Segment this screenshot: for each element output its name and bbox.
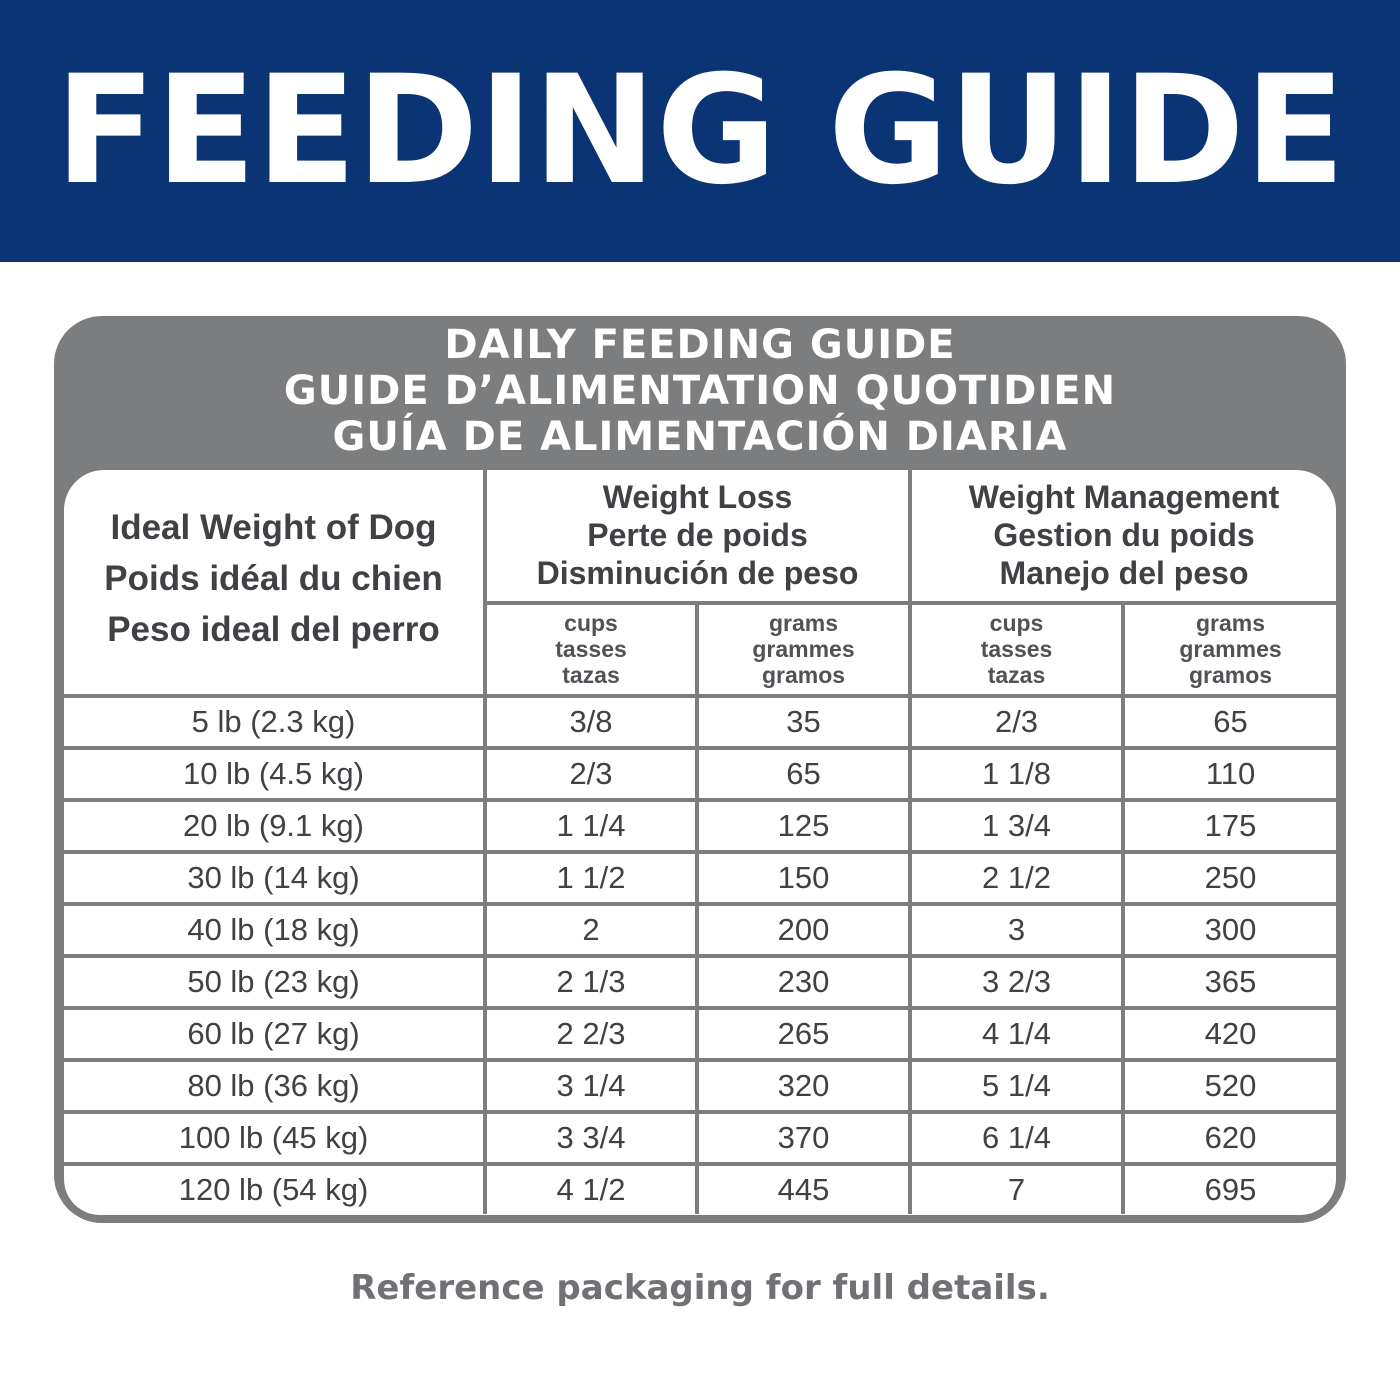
- loss-grams-cell: 150: [697, 852, 910, 904]
- loss-grams-cell: 65: [697, 748, 910, 800]
- card-title: [0, 322, 1400, 460]
- table-row: [64, 852, 1336, 904]
- weight-loss-en: Weight Loss: [602, 479, 793, 516]
- management-grams-cell: 300: [1123, 904, 1336, 956]
- card-title-line-fr: GUIDE D’ALIMENTATION QUOTIDIEN: [283, 368, 1117, 414]
- subheader-text: tazas: [562, 662, 620, 689]
- management-grams-cell: 65: [1123, 696, 1336, 748]
- weight-cell: 20 lb (9.1 kg): [64, 800, 485, 852]
- management-cups-cell: 6 1/4: [910, 1112, 1123, 1164]
- subheader-cups-loss: [485, 603, 697, 696]
- loss-grams-cell: 125: [697, 800, 910, 852]
- management-grams-cell: 520: [1123, 1060, 1336, 1112]
- table-row: [64, 748, 1336, 800]
- loss-grams-cell: 265: [697, 1008, 910, 1060]
- page-title: FEEDING GUIDE: [55, 44, 1345, 218]
- management-grams-cell: 620: [1123, 1112, 1336, 1164]
- weight-cell: 60 lb (27 kg): [64, 1008, 485, 1060]
- subheader-text: grammes: [752, 636, 855, 663]
- management-cups-cell: 3 2/3: [910, 956, 1123, 1008]
- management-cups-cell: 2 1/2: [910, 852, 1123, 904]
- loss-cups-cell: 2/3: [485, 748, 697, 800]
- subheader-cups-management: [910, 603, 1123, 696]
- management-grams-cell: 695: [1204, 1172, 1257, 1207]
- loss-cups-cell: 4 1/2: [485, 1164, 697, 1214]
- loss-cups-cell: 3 3/4: [485, 1112, 697, 1164]
- weight-loss-fr: Perte de poids: [587, 517, 808, 554]
- weight-header-fr: Poids idéal du chien: [104, 558, 443, 598]
- weight-cell: 5 lb (2.3 kg): [64, 696, 485, 748]
- loss-cups-cell: 2: [485, 904, 697, 956]
- loss-grams-cell: 320: [697, 1060, 910, 1112]
- loss-grams-cell: 370: [697, 1112, 910, 1164]
- weight-management-group-header: [910, 470, 1336, 603]
- weight-cell: 30 lb (14 kg): [64, 852, 485, 904]
- weight-management-es: Manejo del peso: [999, 555, 1249, 592]
- loss-cups-cell: 2 2/3: [485, 1008, 697, 1060]
- subheader-text: gramos: [1188, 662, 1273, 689]
- loss-cups-cell: 2 1/3: [485, 956, 697, 1008]
- loss-grams-cell: 35: [697, 696, 910, 748]
- management-cups-cell: 1 1/8: [910, 748, 1123, 800]
- loss-cups-cell: 1 1/2: [485, 852, 697, 904]
- feeding-table: [64, 470, 1336, 1214]
- card-title-line-en: DAILY FEEDING GUIDE: [444, 322, 956, 368]
- loss-cups-cell: 3/8: [485, 696, 697, 748]
- weight-column-header: [64, 470, 485, 696]
- management-cups-cell: 4 1/4: [910, 1008, 1123, 1060]
- weight-cell: 80 lb (36 kg): [64, 1060, 485, 1112]
- management-grams-cell: 365: [1123, 956, 1336, 1008]
- subheader-text: tasses: [980, 636, 1053, 663]
- loss-grams-cell: 200: [697, 904, 910, 956]
- table-row: [64, 1008, 1336, 1060]
- card-title-line-es: GUÍA DE ALIMENTACIÓN DIARIA: [332, 414, 1068, 460]
- weight-cell: 50 lb (23 kg): [64, 956, 485, 1008]
- subheader-text: grams: [768, 610, 839, 637]
- table-row: [64, 1060, 1336, 1112]
- feeding-table-container: [64, 470, 1336, 1215]
- subheader-text: grammes: [1179, 636, 1282, 663]
- loss-grams-cell: 445: [697, 1164, 910, 1214]
- weight-header-es: Peso ideal del perro: [107, 609, 440, 649]
- weight-loss-es: Disminución de peso: [536, 555, 859, 592]
- management-cups-cell: 3: [910, 904, 1123, 956]
- table-row: [64, 800, 1336, 852]
- subheader-text: cups: [564, 610, 618, 637]
- table-row: [64, 696, 1336, 748]
- weight-cell: 100 lb (45 kg): [64, 1112, 485, 1164]
- management-cups-cell: 1 3/4: [910, 800, 1123, 852]
- table-row: [64, 1164, 1336, 1214]
- management-grams-cell: 250: [1123, 852, 1336, 904]
- table-row: [64, 1112, 1336, 1164]
- subheader-text: tasses: [555, 636, 627, 663]
- management-grams-cell: 110: [1123, 748, 1336, 800]
- weight-header-en: Ideal Weight of Dog: [110, 507, 437, 547]
- loss-grams-cell: 230: [697, 956, 910, 1008]
- weight-loss-group-header: [485, 470, 910, 603]
- subheader-text: tazas: [987, 662, 1046, 689]
- subheader-grams-management: [1123, 603, 1336, 696]
- weight-cell: 10 lb (4.5 kg): [64, 748, 485, 800]
- weight-management-fr: Gestion du poids: [993, 517, 1255, 554]
- subheader-text: grams: [1196, 610, 1266, 637]
- management-cups-cell: 5 1/4: [910, 1060, 1123, 1112]
- weight-cell: 40 lb (18 kg): [64, 904, 485, 956]
- management-cups-cell: 7: [910, 1164, 1123, 1214]
- subheader-grams-loss: [697, 603, 910, 696]
- management-grams-cell: 175: [1123, 800, 1336, 852]
- management-grams-cell: 420: [1123, 1008, 1336, 1060]
- weight-management-en: Weight Management: [968, 479, 1280, 516]
- table-row: [64, 956, 1336, 1008]
- subheader-text: gramos: [761, 662, 846, 689]
- subheader-text: cups: [989, 610, 1044, 637]
- loss-cups-cell: 3 1/4: [485, 1060, 697, 1112]
- header-banner: [0, 0, 1400, 262]
- table-row: [64, 904, 1336, 956]
- footer-note: Reference packaging for full details.: [350, 1268, 1050, 1308]
- weight-cell: 120 lb (54 kg): [64, 1164, 485, 1214]
- feeding-table-body: [64, 696, 1336, 1214]
- management-cups-cell: 2/3: [910, 696, 1123, 748]
- loss-cups-cell: 1 1/4: [485, 800, 697, 852]
